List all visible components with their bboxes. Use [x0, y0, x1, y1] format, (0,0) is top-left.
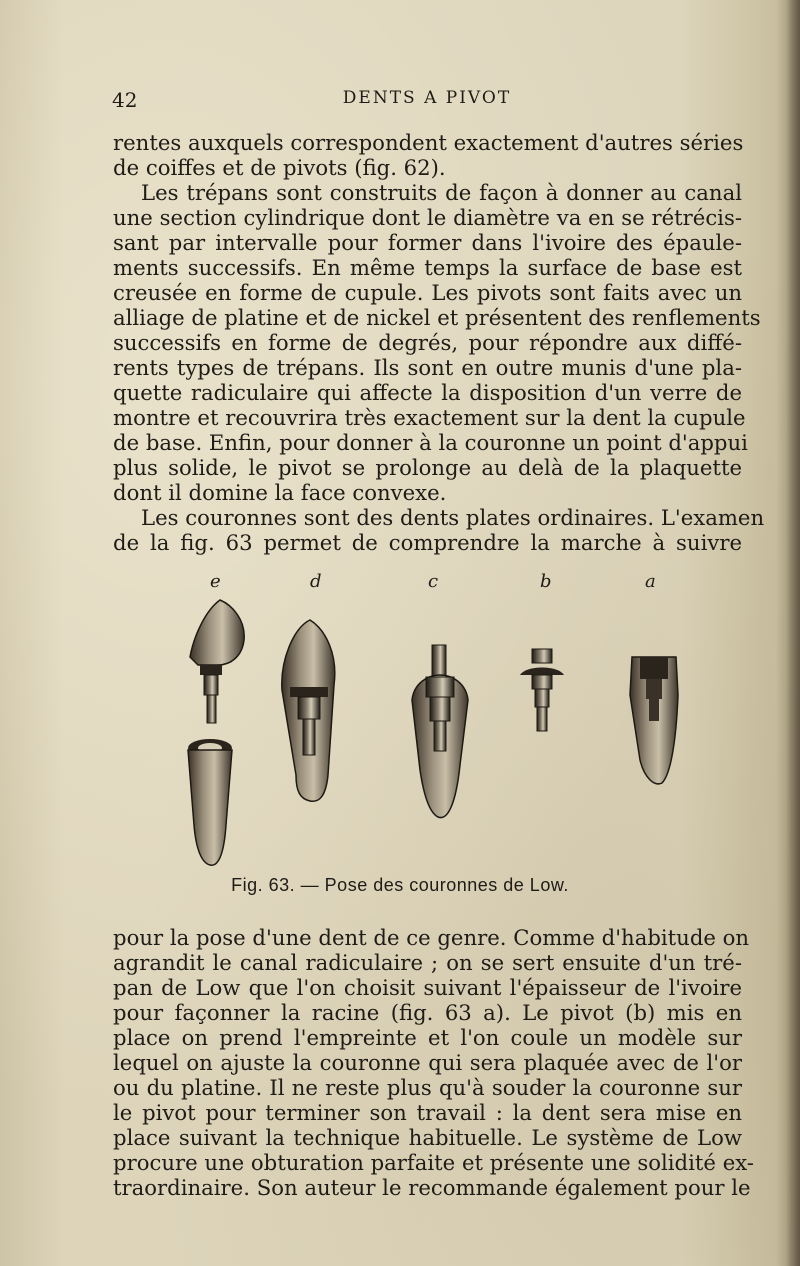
figure-label-c: c: [428, 571, 439, 592]
text-line: sant par intervalle pour former dans l'ivoire des épaule-: [113, 230, 742, 255]
figure-caption: Fig. 63. — Pose des couronnes de Low.: [231, 875, 569, 895]
tooth-d: [282, 620, 335, 801]
text-line: de la fig. 63 permet de comprendre la marche à suivre: [113, 530, 742, 555]
text-line: de base. Enfin, pour donner à la couronne un point d'appui: [113, 430, 748, 455]
text-line: creusée en forme de cupule. Les pivots sont faits avec un: [113, 280, 742, 305]
tooth-e-crown: [190, 600, 244, 723]
text-line: place suivant la technique habituelle. Le système de Low: [113, 1125, 742, 1150]
text-line: traordinaire. Son auteur le recommande également pour le: [113, 1175, 751, 1200]
tooth-c: [412, 645, 468, 818]
text-line: ments successifs. En même temps la surface de base est: [113, 255, 742, 280]
tooth-e-root: [188, 739, 232, 865]
root-a: [630, 657, 678, 784]
body-text-top: [113, 130, 765, 555]
text-line: plus solide, le pivot se prolonge au delà de la plaquette: [113, 455, 742, 480]
text-line: successifs en forme de degrés, pour répondre aux diffé-: [113, 330, 742, 355]
text-line: place on prend l'empreinte et l'on coule un modèle sur: [113, 1025, 742, 1050]
figure-label-e: e: [210, 571, 221, 592]
text-line: rentes auxquels correspondent exactement d'autres séries: [113, 130, 744, 155]
text-line: de coiffes et de pivots (fig. 62).: [113, 155, 446, 180]
body-text-bottom: [113, 925, 754, 1200]
figure-63: [170, 565, 690, 870]
text-line: le pivot pour terminer son travail : la dent sera mise en: [113, 1100, 742, 1125]
figure-label-a: a: [645, 571, 656, 592]
page-header: [112, 88, 742, 118]
text-line: lequel on ajuste la couronne qui sera plaquée avec de l'or: [113, 1050, 742, 1075]
text-line: montre et recouvrira très exactement sur la dent la cupule: [113, 405, 746, 430]
text-line: dont il domine la face convexe.: [113, 480, 447, 505]
text-line: rents types de trépans. Ils sont en outre munis d'une pla-: [113, 355, 742, 380]
text-line: quette radiculaire qui affecte la disposition d'un verre de: [113, 380, 742, 405]
text-line: pour façonner la racine (fig. 63 a). Le pivot (b) mis en: [113, 1000, 742, 1025]
text-line: Les trépans sont construits de façon à donner au canal: [141, 180, 742, 205]
text-line: alliage de platine et de nickel et présentent des renflements: [113, 305, 761, 330]
text-line: pan de Low que l'on choisit suivant l'épaisseur de l'ivoire: [113, 975, 742, 1000]
text-line: pour la pose d'une dent de ce genre. Comme d'habitude on: [113, 925, 750, 950]
running-title: DENTS A PIVOT: [342, 88, 512, 108]
text-line: ou du platine. Il ne reste plus qu'à souder la couronne sur: [113, 1075, 742, 1100]
tooth-illustrations: [170, 565, 690, 870]
figure-label-d: d: [310, 571, 322, 592]
pivot-b: [520, 649, 564, 731]
figure-label-b: b: [540, 571, 552, 592]
text-line: agrandit le canal radiculaire ; on se sert ensuite d'un tré-: [113, 950, 742, 975]
page-number: 42: [112, 88, 138, 112]
text-line: procure une obturation parfaite et présente une solidité ex-: [113, 1150, 754, 1175]
page-edge-shadow: [786, 0, 800, 1266]
text-line: une section cylindrique dont le diamètre va en se rétrécis-: [113, 205, 742, 230]
text-line: Les couronnes sont des dents plates ordinaires. L'examen: [141, 505, 765, 530]
